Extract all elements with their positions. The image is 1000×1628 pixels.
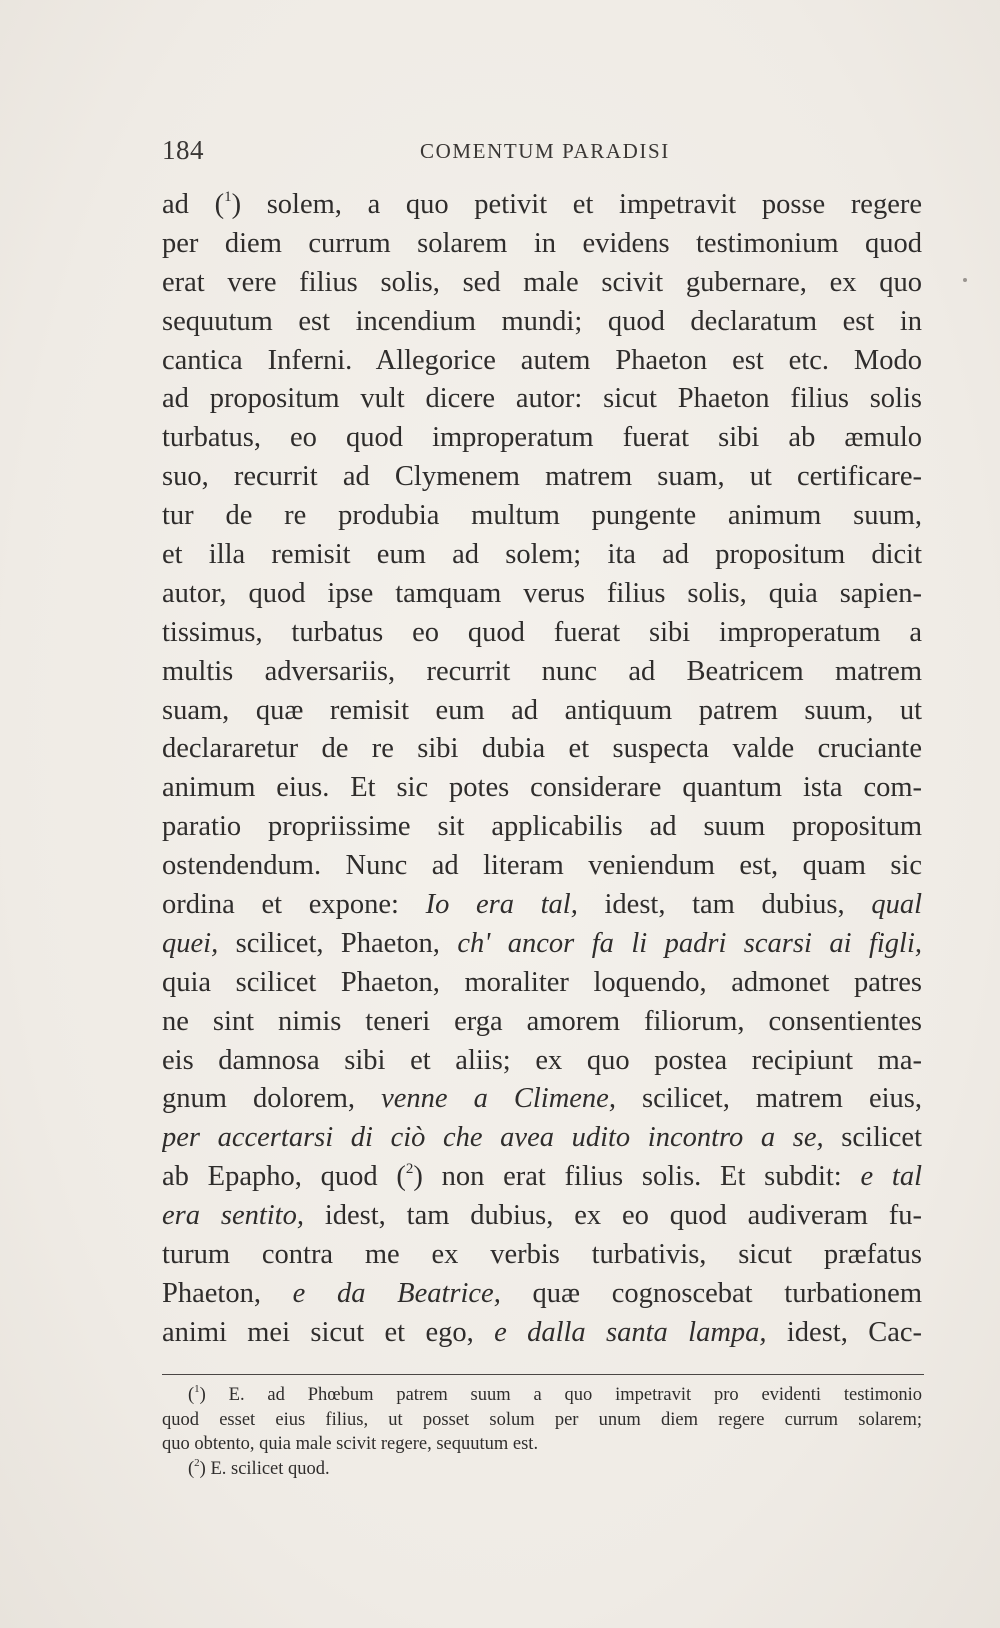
text-segment: ( [188,1385,195,1405]
italic-quotation: e dalla santa lampa, [494,1316,767,1348]
text-segment: gnum dolorem, [162,1083,382,1115]
text-segment: animi mei sicut et ego, [162,1316,495,1348]
text-segment: scilicet [823,1122,922,1154]
body-line [162,536,922,575]
footnote-marker: 2 [405,1161,414,1178]
text-segment: ) non erat filius solis. Et subdit: [413,1161,861,1193]
body-line [162,1080,922,1119]
footnote-line [162,1383,922,1408]
text-segment: idest, Cac- [766,1316,922,1348]
text-segment: declararetur de re sibi dubia et suspecta valde cruciante [162,733,922,765]
page-number: 184 [162,135,204,165]
body-line [162,458,922,497]
text-segment: ostendendum. Nunc ad literam veniendum est, quam sic [162,850,922,882]
text-segment: ordina et expone: [162,889,426,921]
italic-quotation: ch' ancor fa li padri scarsi ai figli, [457,927,922,959]
body-line [162,769,922,808]
text-segment: quia scilicet Phaeton, moraliter loquendo, admonet patres [162,966,922,998]
italic-quotation: e da Beatrice, [292,1277,501,1309]
body-line [162,1314,922,1353]
text-segment: eis damnosa sibi et aliis; ex quo postea recipiunt ma- [162,1044,922,1076]
body-line [162,303,922,342]
text-segment: animum eius. Et sic potes considerare quantum ista com- [162,772,922,804]
italic-quotation: e tal [860,1161,922,1193]
text-segment: Phaeton, [162,1277,293,1309]
text-segment: turum contra me ex verbis turbativis, sicut præfatus [162,1239,922,1271]
text-segment: ne sint nimis teneri erga amorem filiorum, consentientes [162,1005,922,1037]
body-line [162,653,922,692]
footnote-marker: 2 [194,1456,200,1469]
text-segment: idest, tam dubius, ex eo quod audiveram fu- [303,1200,922,1232]
body-line [162,342,922,381]
text-segment: et illa remisit eum ad solem; ita ad propositum dicit [162,539,922,571]
body-line [162,419,922,458]
body-line [162,1042,922,1081]
body-line [162,1236,922,1275]
text-segment: erat vere filius solis, sed male scivit gubernare, ex quo [162,266,922,298]
text-segment: ( [188,1458,195,1479]
text-segment: scilicet, matrem eius, [615,1083,922,1115]
body-line [162,964,922,1003]
text-segment: ab Epapho, quod ( [162,1161,406,1193]
italic-quotation: qual [871,889,922,921]
body-line [162,1275,922,1314]
text-segment: per diem currum solarem in evidens testimonium quod [162,227,922,259]
body-line [162,808,922,847]
body-line [162,1119,922,1158]
running-title: COMENTUM PARADISI [420,139,670,163]
text-segment: ad propositum vult dicere autor: sicut Phaeton filius solis [162,383,922,415]
italic-quotation: Io era tal, [425,889,578,921]
text-segment: scilicet, Phaeton, [218,927,458,959]
body-line [162,497,922,536]
body-line [162,575,922,614]
footnote-marker: 1 [224,189,232,205]
text-segment: ) E. scilicet quod. [199,1458,330,1479]
body-line [162,380,922,419]
text-segment: ) solem, a quo petivit et impetravit posse regere [231,189,922,220]
footnote-line [162,1457,922,1482]
text-segment: quæ cognoscebat turbationem [500,1277,922,1309]
text-segment: sequutum est incendium mundi; quod declaratum est in [162,305,922,337]
text-segment: idest, tam dubius, [577,889,872,921]
paper-speck [963,278,967,282]
body-line [162,1003,922,1042]
footnote-divider [162,1374,924,1375]
body-line [162,186,922,225]
text-segment: ) E. ad Phœbum patrem suum a quo impetravit pro evidenti testimonio [199,1385,922,1405]
body-line [162,730,922,769]
text-segment: turbatus, eo quod improperatum fuerat sibi ab æmulo [162,422,922,454]
body-line [162,225,922,264]
text-segment: tissimus, turbatus eo quod fuerat sibi improperatum a [162,616,922,648]
text-segment: paratio propriissime sit applicabilis ad suum propositum [162,811,922,843]
footnote-line [162,1432,922,1457]
footnotes [162,1383,922,1481]
body-line [162,1197,922,1236]
body-line [162,264,922,303]
text-segment: autor, quod ipse tamquam verus filius solis, quia sapien- [162,577,922,609]
text-segment: ad ( [162,189,225,220]
text-segment: quod esset eius filius, ut posset solum per unum diem regere currum solarem; [162,1409,922,1430]
body-line [162,847,922,886]
footnote-line [162,1408,922,1433]
body-line [162,925,922,964]
italic-quotation: per accertarsi di ciò che avea udito incontro a se, [162,1122,824,1154]
italic-quotation: era sentito, [162,1200,304,1232]
body-line [162,1158,922,1197]
body-line [162,692,922,731]
body-text [162,186,922,1353]
text-segment: cantica Inferni. Allegorice autem Phaeton est etc. Modo [162,344,922,376]
text-segment: tur de re produbia multum pungente animum suum, [162,500,922,532]
text-segment: multis adversariis, recurrit nunc ad Beatricem matrem [162,655,922,687]
footnote-marker: 1 [194,1383,200,1395]
text-segment: suo, recurrit ad Clymenem matrem suam, ut certificare- [162,461,922,493]
body-line [162,886,922,925]
text-segment: quo obtento, quia male scivit regere, sequutum est. [162,1434,539,1454]
page-header [162,135,922,175]
italic-quotation: venne a Climene, [381,1083,616,1115]
body-line [162,614,922,653]
italic-quotation: quei, [162,927,219,959]
text-segment: suam, quæ remisit eum ad antiquum patrem suum, ut [162,694,922,726]
